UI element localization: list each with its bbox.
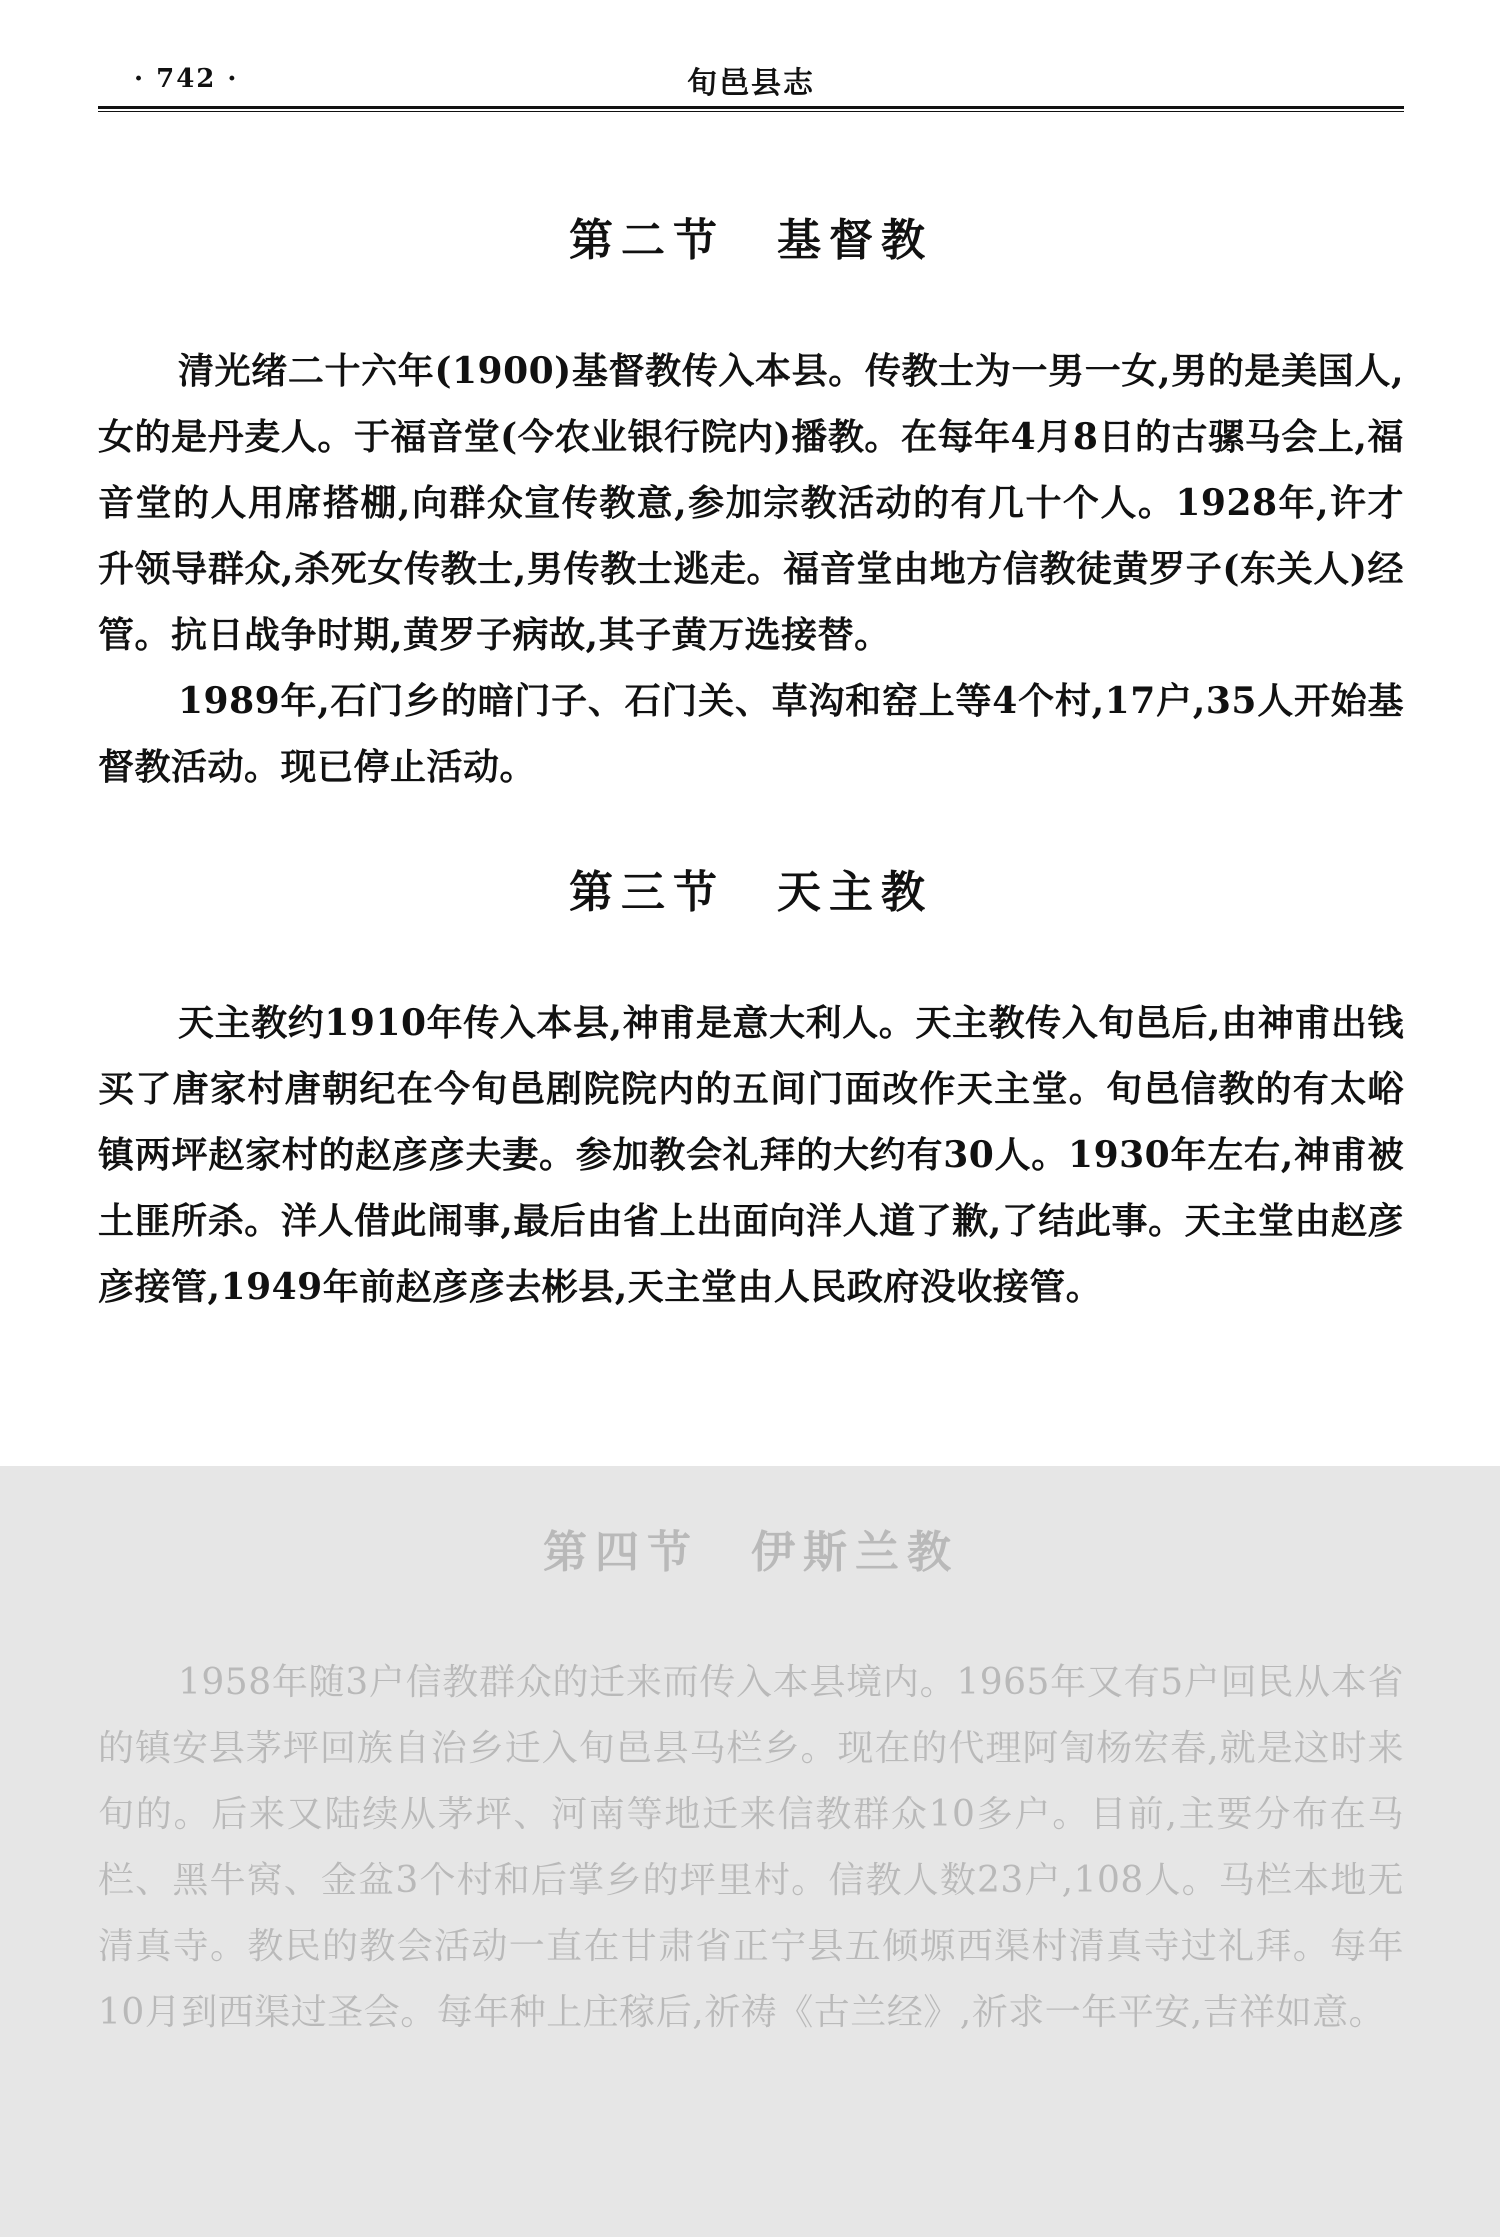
section-heading-christianity (98, 204, 1404, 268)
section-label: 第三节 (569, 867, 725, 918)
section-title: 伊斯兰教 (751, 1527, 959, 1578)
section-body-catholicism (98, 990, 1404, 1320)
paragraph: 1989年,石门乡的暗门子、石门关、草沟和窑上等4个村,17户,35人开始基督教活动。现已停止活动。 (98, 680, 1404, 788)
section-label: 第二节 (569, 215, 725, 266)
paragraph: 天主教约1910年传入本县,神甫是意大利人。天主教传入旬邑后,由神甫出钱买了唐家村唐朝纪在今旬邑剧院院内的五间门面改作天主堂。旬邑信教的有太峪镇两坪赵家村的赵彦彦夫妻。参加教会礼拜的大约有30人。1930年左右,神甫被土匪所杀。洋人借此闹事,最后由省上出面向洋人道了歉,了结此事。天主堂由赵彦彦接管,1949年前赵彦彦去彬县,天主堂由人民政府没收接管。 (98, 1002, 1404, 1308)
faded-section-content (98, 1516, 1404, 2046)
paragraph: 清光绪二十六年(1900)基督教传入本县。传教士为一男一女,男的是美国人,女的是丹麦人。于福音堂(今农业银行院内)播教。在每年4月8日的古骡马会上,福音堂的人用席搭棚,向群众宣传教意,参加宗教活动的有几十个人。1928年,许才升领导群众,杀死女传教士,男传教士逃走。福音堂由地方信教徒黄罗子(东关人)经管。抗日战争时期,黄罗子病故,其子黄万选接替。 (98, 350, 1404, 656)
page-number: · 742 · (134, 64, 239, 94)
section-heading-islam (98, 1516, 1404, 1580)
page-header (98, 50, 1404, 110)
page-content (98, 120, 1404, 1320)
header-rule (98, 106, 1404, 112)
running-title: 旬邑县志 (687, 66, 815, 101)
section-title: 天主教 (777, 867, 933, 918)
paragraph: 1958年随3户信教群众的迁来而传入本县境内。1965年又有5户回民从本省的镇安县茅坪回族自治乡迁入旬邑县马栏乡。现在的代理阿訇杨宏春,就是这时来旬的。后来又陆续从茅坪、河南等地迁来信教群众10多户。目前,主要分布在马栏、黑牛窝、金盆3个村和后掌乡的坪里村。信教人数23户,108人。马栏本地无清真寺。教民的教会活动一直在甘肃省正宁县五倾塬西渠村清真寺过礼拜。每年10月到西渠过圣会。每年种上庄稼后,祈祷《古兰经》,祈求一年平安,吉祥如意。 (98, 1662, 1404, 2033)
faded-section-region (0, 1466, 1500, 2237)
section-title: 基督教 (777, 215, 933, 266)
section-body-christianity (98, 338, 1404, 800)
section-heading-catholicism (98, 856, 1404, 920)
section-label: 第四节 (543, 1527, 699, 1578)
section-body-islam (98, 1650, 1404, 2046)
